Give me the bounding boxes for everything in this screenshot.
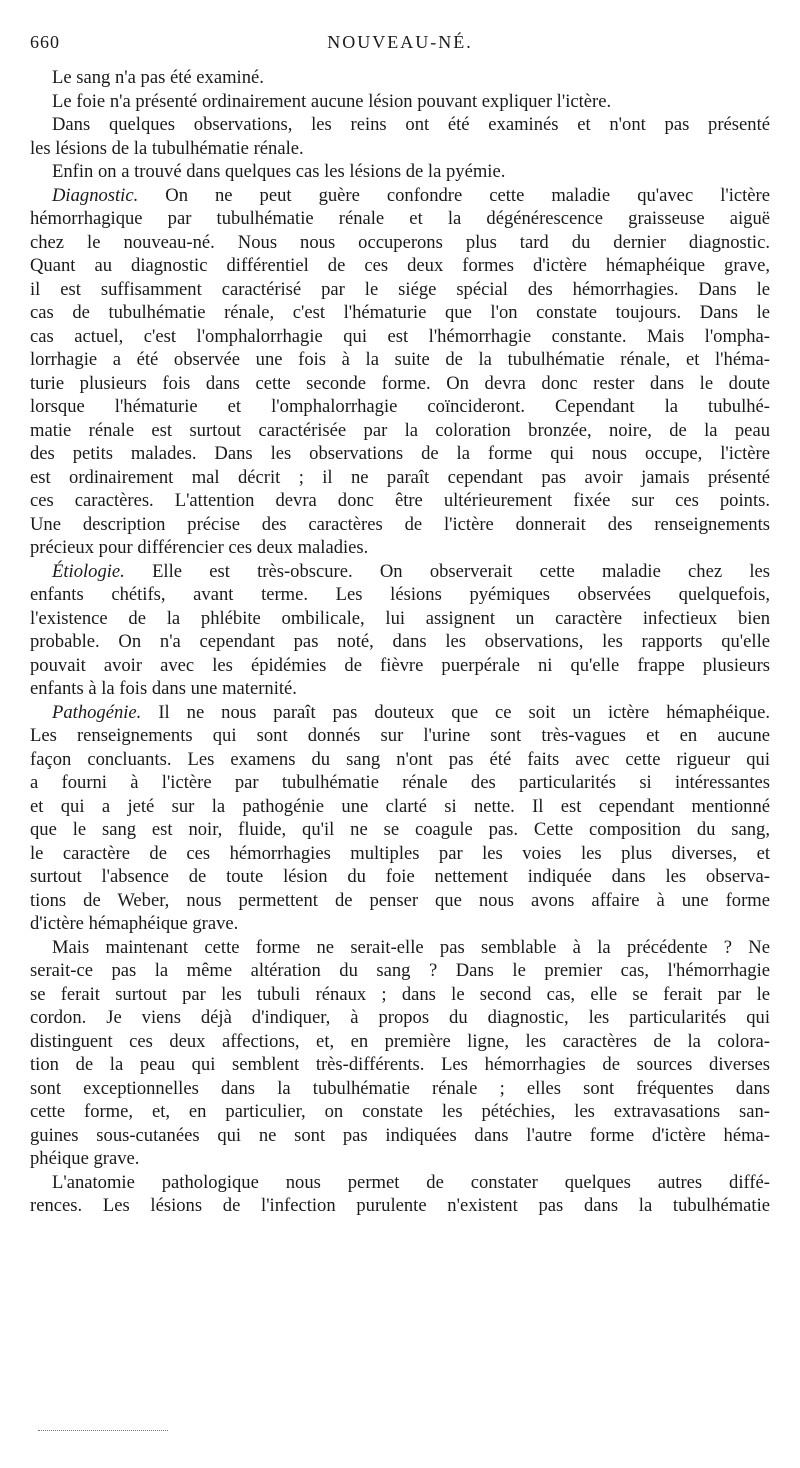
line-text: Quant au diagnostic différentiel de ces deux formes d'ictère hémaphéique grave, [30, 255, 770, 276]
text-line [30, 1077, 770, 1101]
line-text: façon concluants. Les examens du sang n'ont pas été faits avec cette rigueur qui [30, 748, 770, 770]
text-line [30, 607, 770, 631]
text-line [30, 372, 770, 396]
line-text: enfants à la fois dans une maternité. [30, 678, 297, 699]
line-text: il est suffisamment caractérisé par le siége spécial des hémorrhagies. Dans le [30, 278, 770, 300]
footer-rule [38, 1430, 168, 1431]
text-line [30, 466, 770, 490]
paragraph [30, 184, 770, 560]
text-line [30, 231, 770, 255]
text-line [30, 207, 770, 231]
page-header [30, 30, 770, 60]
paragraph [30, 1171, 770, 1218]
line-text: hémorrhagique par tubulhématie rénale et la dégénérescence graisseuse aiguë [30, 208, 770, 229]
line-text: cette forme, et, en particulier, on constate les pétéchies, les extravasations san- [30, 1101, 770, 1122]
line-text: distinguent ces deux affections, et, en première ligne, les caractères de la colora- [30, 1030, 770, 1052]
line-text: est ordinairement mal décrit ; il ne paraît cependant pas avoir jamais présenté [30, 466, 770, 488]
line-text: l'existence de la phlébite ombilicale, lui assignent un caractère infectieux bien [30, 607, 770, 629]
line-text: tions de Weber, nous permettent de penser que nous avons affaire à une forme [30, 889, 770, 911]
line-text: enfants chétifs, avant terme. Les lésions pyémiques observées quelquefois, [30, 584, 770, 605]
line-text: précieux pour différencier ces deux maladies. [30, 537, 369, 558]
line-text: les lésions de la tubulhématie rénale. [30, 137, 304, 159]
line-text: Elle est très-obscure. On observerait cette maladie chez les [152, 560, 770, 582]
line-text: cordon. Je viens déjà d'indiquer, à propos du diagnostic, les particularités qui [30, 1007, 770, 1028]
text-line [30, 1006, 770, 1030]
line-text: Le foie n'a présenté ordinairement aucune lésion pouvant expliquer l'ictère. [52, 90, 612, 112]
section-label: Diagnostic. [52, 184, 139, 206]
line-text: lorrhagie a été observée une fois à la suite de la tubulhématie rénale, et l'héma- [30, 349, 770, 370]
line-text: des petits malades. Dans les observations de la forme qui nous occupe, l'ictère [30, 443, 770, 464]
line-text: serait-ce pas la même altération du sang ? Dans le premier cas, l'hémorrhagie [30, 960, 770, 981]
line-text: L'anatomie pathologique nous permet de constater quelques autres diffé- [52, 1171, 770, 1193]
line-text: matie rénale est surtout caractérisée par la coloration bronzée, noire, de la peau [30, 419, 770, 441]
text-line [30, 818, 770, 842]
paragraph [30, 160, 770, 184]
text-line [30, 1124, 770, 1148]
text-line [30, 536, 770, 560]
text-line [30, 348, 770, 372]
line-text: Les renseignements qui sont donnés sur l'urine sont très-vagues et en aucune [30, 725, 770, 746]
line-text: cas actuel, c'est l'omphalorrhagie qui est l'hémorrhagie constante. Mais l'ompha- [30, 325, 770, 347]
book-page [30, 30, 770, 1218]
text-line [30, 1053, 770, 1077]
line-text: Il ne nous paraît pas douteux que ce soit un ictère hémaphéique. [158, 701, 770, 723]
text-line [30, 90, 770, 114]
line-text: cas de tubulhématie rénale, c'est l'hématurie que l'on constate toujours. Dans le [30, 302, 770, 323]
line-text: Mais maintenant cette forme ne serait-elle pas semblable à la précédente ? Ne [52, 936, 770, 958]
line-text: a fourni à l'ictère par tubulhématie rénale des particularités si intéressantes [30, 772, 770, 793]
text-line [30, 66, 770, 90]
paragraph [30, 66, 770, 90]
text-line [30, 701, 770, 725]
text-line [30, 959, 770, 983]
section-label: Pathogénie. [52, 701, 142, 723]
page-number: 660 [30, 32, 60, 52]
paragraph [30, 701, 770, 936]
text-line [30, 419, 770, 443]
line-text: pouvait avoir avec les épidémies de fièvre puerpérale ni qu'elle frappe plusieurs [30, 654, 770, 676]
text-line [30, 912, 770, 936]
text-line [30, 677, 770, 701]
line-text: et qui a jeté sur la pathogénie une clarté si nette. Il est cependant mentionné [30, 795, 770, 817]
text-line [30, 1194, 770, 1218]
text-line [30, 254, 770, 278]
text-line [30, 325, 770, 349]
text-line [30, 983, 770, 1007]
line-text: surtout l'absence de toute lésion du foie nettement indiquée dans les observa- [30, 866, 770, 887]
running-head: NOUVEAU-NÉ. [327, 32, 473, 52]
text-line [30, 137, 770, 161]
section-label: Étiologie. [52, 560, 125, 582]
paragraph [30, 90, 770, 114]
line-text: se ferait surtout par les tubuli rénaux ; dans le second cas, elle se ferait par le [30, 983, 770, 1005]
line-text: sont exceptionnelles dans la tubulhématie rénale ; elles sont fréquentes dans [30, 1077, 770, 1099]
text-line [30, 889, 770, 913]
text-line [30, 936, 770, 960]
text-line [30, 160, 770, 184]
text-line [30, 513, 770, 537]
line-text: lorsque l'hématurie et l'omphalorrhagie coïncideront. Cependant la tubulhé- [30, 396, 770, 417]
text-line [30, 442, 770, 466]
line-text: Le sang n'a pas été examiné. [52, 67, 264, 88]
text-line [30, 771, 770, 795]
text-line [30, 842, 770, 866]
text-line [30, 113, 770, 137]
paragraph [30, 560, 770, 701]
line-text: d'ictère hémaphéique grave. [30, 913, 239, 934]
line-text: probable. On n'a cependant pas noté, dans les observations, les rapports qu'elle [30, 631, 770, 652]
text-line [30, 395, 770, 419]
line-text: guines sous-cutanées qui ne sont pas indiquées dans l'autre forme d'ictère héma- [30, 1124, 770, 1146]
line-text: chez le nouveau-né. Nous nous occuperons plus tard du dernier diagnostic. [30, 231, 770, 253]
text-line [30, 865, 770, 889]
line-text: que le sang est noir, fluide, qu'il ne se coagule pas. Cette composition du sang, [30, 819, 770, 840]
line-text: Dans quelques observations, les reins ont été examinés et n'ont pas présenté [52, 114, 770, 135]
text-line [30, 724, 770, 748]
line-text: Une description précise des caractères de l'ictère donnerait des renseignements [30, 513, 770, 535]
line-text: ces caractères. L'attention devra donc être ultérieurement fixée sur ces points. [30, 490, 770, 511]
text-line [30, 583, 770, 607]
paragraph [30, 113, 770, 160]
text-line [30, 1171, 770, 1195]
line-text: tion de la peau qui semblent très-différents. Les hémorrhagies de sources diverses [30, 1054, 770, 1075]
text-line [30, 1030, 770, 1054]
text-line [30, 630, 770, 654]
line-text: Enfin on a trouvé dans quelques cas les lésions de la pyémie. [52, 161, 506, 182]
line-text: rences. Les lésions de l'infection purulente n'existent pas dans la tubulhématie [30, 1195, 770, 1216]
text-line [30, 301, 770, 325]
line-text: le caractère de ces hémorrhagies multiples par les voies les plus diverses, et [30, 842, 770, 864]
line-text: phéique grave. [30, 1148, 140, 1169]
text-line [30, 489, 770, 513]
line-text: On ne peut guère confondre cette maladie qu'avec l'ictère [165, 184, 770, 206]
text-line [30, 184, 770, 208]
body-text [30, 66, 770, 1218]
text-line [30, 1147, 770, 1171]
paragraph [30, 936, 770, 1171]
text-line [30, 278, 770, 302]
text-line [30, 795, 770, 819]
text-line [30, 560, 770, 584]
text-line [30, 654, 770, 678]
text-line [30, 748, 770, 772]
text-line [30, 1100, 770, 1124]
line-text: turie plusieurs fois dans cette seconde forme. On devra donc rester dans le doute [30, 372, 770, 394]
